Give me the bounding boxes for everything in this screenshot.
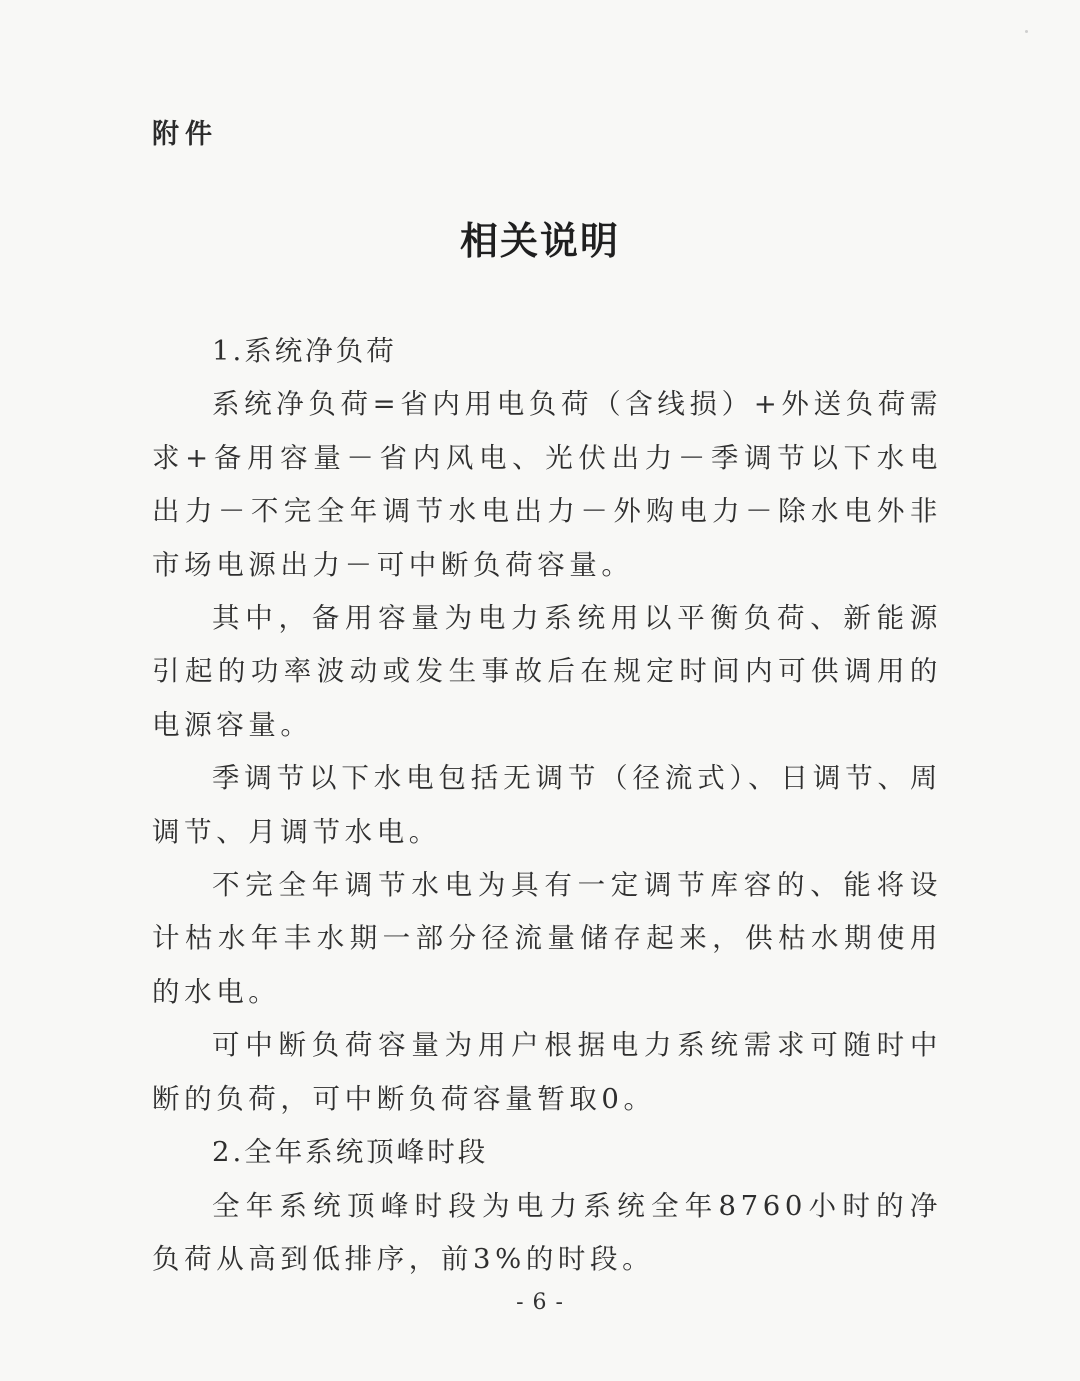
document-title: 相关说明 (459, 219, 620, 263)
scan-speck (1025, 30, 1028, 33)
document-body (152, 325, 942, 1286)
section-1-paragraph-3: 季调节以下水电包括无调节（径流式）、日调节、周调节、月调节水电。 (152, 762, 942, 848)
page-number: - 6 - (516, 1290, 564, 1315)
section-1-paragraph-1: 系统净负荷=省内用电负荷（含线损）+外送负荷需求+备用容量－省内风电、光伏出力－季调节以下水电出力－不完全年调节水电出力－外购电力－除水电外非市场电源出力－可中断负荷容量。 (152, 388, 942, 581)
section-2-heading: 2.全年系统顶峰时段 (212, 1136, 489, 1169)
section-1-paragraph-2: 其中，备用容量为电力系统用以平衡负荷、新能源引起的功率波动或发生事故后在规定时间内可供调用的电源容量。 (152, 602, 942, 741)
section-1-paragraph-5: 可中断负荷容量为用户根据电力系统需求可随时中断的负荷，可中断负荷容量暂取0。 (152, 1029, 942, 1115)
section-1-paragraph-4: 不完全年调节水电为具有一定调节库容的、能将设计枯水年丰水期一部分径流量储存起来，供枯水期使用的水电。 (152, 869, 942, 1008)
attachment-label: 附件 (152, 119, 218, 150)
section-1-heading: 1.系统净负荷 (212, 335, 397, 367)
section-2-paragraph-1: 全年系统顶峰时段为电力系统全年8760小时的净负荷从高到低排序，前3%的时段。 (152, 1189, 942, 1275)
